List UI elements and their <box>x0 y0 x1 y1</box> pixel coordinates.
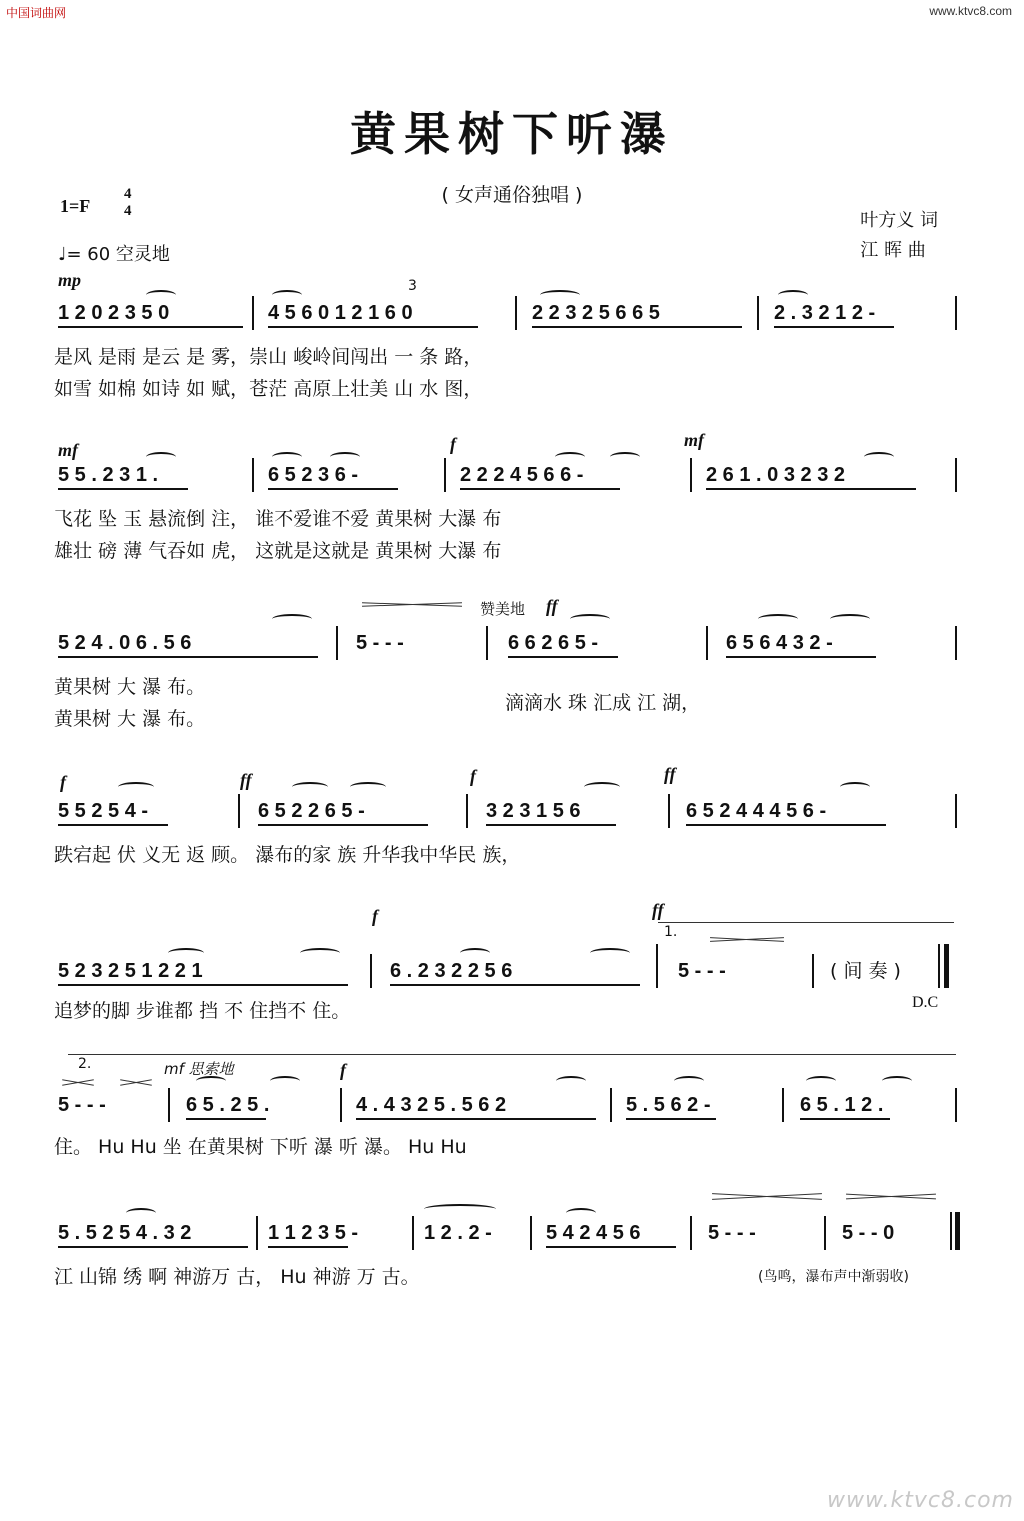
volta-label: 2. <box>78 1056 92 1072</box>
measure-notes: 5 - - - <box>708 1222 756 1244</box>
dynamic-mark: mf <box>58 440 78 460</box>
measure-notes: 4 . 4 3 2 5 . 5 6 2 <box>356 1094 507 1116</box>
underline <box>774 326 894 328</box>
underline <box>268 326 478 328</box>
song-subtitle: ( 女声通俗独唱 ) <box>441 184 583 206</box>
barline <box>336 626 338 660</box>
underline <box>58 824 168 826</box>
interlude-label: ( 间 奏 ) <box>830 960 901 982</box>
underline <box>58 984 348 986</box>
lyric-line: 江 山锦 绣 啊 神游万 古， Hu 神游 万 古。 <box>54 1266 420 1288</box>
barline <box>706 626 708 660</box>
time-signature <box>124 186 132 220</box>
slur <box>778 290 808 300</box>
barline <box>466 794 468 828</box>
slur <box>330 452 360 462</box>
underline <box>800 1118 890 1120</box>
slur <box>806 1076 836 1086</box>
slur <box>272 290 302 300</box>
slur <box>424 1204 496 1214</box>
barline <box>955 626 957 660</box>
measure-notes: 3 2 3 1 5 6 <box>486 800 581 822</box>
barline <box>252 296 254 330</box>
dynamic-mark: f <box>60 772 66 792</box>
slur <box>882 1076 912 1086</box>
time-signature-bottom: 4 <box>124 203 132 219</box>
barline <box>955 794 957 828</box>
measure-notes: 2 2 2 4 5 6 6 - <box>460 464 584 486</box>
barline <box>824 1216 826 1250</box>
measure-notes: 5 5 . 2 3 1 . <box>58 464 159 486</box>
measure-notes: 1 2 0 2 3 5 0 <box>58 302 170 324</box>
ending-note: (鸟鸣，瀑布声中渐弱收) <box>758 1269 909 1285</box>
underline <box>460 488 620 490</box>
lyric-line: 跌宕起 伏 义无 返 顾。 瀑布的家 族 升华我中华民 族， <box>54 844 521 866</box>
underline <box>390 984 640 986</box>
barline <box>782 1088 784 1122</box>
lyric-line: 住。 Hu Hu 坐 在黄果树 下听 瀑 听 瀑。 Hu Hu <box>54 1136 467 1158</box>
underline <box>268 1246 348 1248</box>
dynamic-mark: ff <box>652 900 664 920</box>
barline <box>668 794 670 828</box>
dynamic-mark: mf <box>684 430 704 450</box>
barline <box>955 296 957 330</box>
slur <box>126 1208 156 1218</box>
slur <box>292 782 328 792</box>
measure-notes: 5 . 5 2 5 4 . 3 2 <box>58 1222 192 1244</box>
slur <box>540 290 580 300</box>
underline <box>258 824 428 826</box>
song-title: 黄果树下听瀑 <box>350 107 674 161</box>
underline <box>726 656 876 658</box>
lyric-line: 黄果树 大 瀑 布。 <box>54 676 206 698</box>
lyricist: 叶方义 词 <box>860 210 938 231</box>
slur <box>460 948 490 958</box>
barline <box>955 458 957 492</box>
volta-label: 1. <box>664 924 678 940</box>
underline <box>486 824 616 826</box>
barline <box>486 626 488 660</box>
measure-notes: 5 4 2 4 5 6 <box>546 1222 641 1244</box>
barline <box>168 1088 170 1122</box>
measure-notes: 1 1 2 3 5 - <box>268 1222 359 1244</box>
barline <box>690 458 692 492</box>
slur <box>350 782 386 792</box>
slur <box>864 452 894 462</box>
slur <box>570 614 610 624</box>
barline <box>757 296 759 330</box>
slur <box>840 782 870 792</box>
key-signature: 1=F <box>60 196 91 216</box>
dynamic-mark: f <box>372 906 378 926</box>
underline <box>532 326 742 328</box>
repeat-barline <box>944 944 949 988</box>
slur <box>830 614 870 624</box>
slur <box>584 782 620 792</box>
expression-mark: mf 思索地 <box>164 1060 234 1078</box>
slur <box>146 452 176 462</box>
measure-notes: 5 - - - <box>678 960 726 982</box>
barline <box>412 1216 414 1250</box>
slur <box>118 782 154 792</box>
lyric-line: 飞花 坠 玉 悬流倒 注， 谁不爱谁不爱 黄果树 大瀑 布 <box>54 508 502 530</box>
measure-notes: 6 6 2 6 5 - <box>508 632 599 654</box>
barline <box>444 458 446 492</box>
barline <box>955 1088 957 1122</box>
measure-notes: 5 - - 0 <box>842 1222 895 1244</box>
dynamic-mark: f <box>470 766 476 786</box>
measure-notes: 6 5 2 4 4 4 5 6 - <box>686 800 827 822</box>
barline <box>238 794 240 828</box>
composer: 江 晖 曲 <box>860 240 926 261</box>
slur <box>272 614 312 624</box>
barline <box>610 1088 612 1122</box>
barline <box>690 1216 692 1250</box>
barline <box>256 1216 258 1250</box>
time-signature-top: 4 <box>124 186 132 202</box>
barline <box>515 296 517 330</box>
barline <box>938 944 940 988</box>
slur <box>270 1076 300 1086</box>
measure-notes: 2 6 1 . 0 3 2 3 2 <box>706 464 845 486</box>
credits <box>860 206 938 266</box>
dynamic-mark: ff <box>240 770 252 790</box>
dynamic-mark: f <box>340 1060 346 1080</box>
measure-notes: 6 5 . 1 2 . <box>800 1094 884 1116</box>
lyric-line: 雄壮 磅 薄 气吞如 虎， 这就是这就是 黄果树 大瀑 布 <box>54 540 502 562</box>
slur <box>556 1076 586 1086</box>
underline <box>356 1118 596 1120</box>
slur <box>300 948 340 958</box>
barline <box>340 1088 342 1122</box>
measure-notes: 6 5 2 2 6 5 - <box>258 800 365 822</box>
lyric-line: 追梦的脚 步谁都 挡 不 住挡不 住。 <box>54 1000 351 1022</box>
measure-notes: 5 . 5 6 2 - <box>626 1094 711 1116</box>
underline <box>58 488 188 490</box>
underline <box>186 1118 266 1120</box>
measure-notes: 5 - - - <box>356 632 404 654</box>
lyric-line: 黄果树 大 瀑 布。 <box>54 708 206 730</box>
barline <box>530 1216 532 1250</box>
watermark: www.ktvc8.com <box>826 1488 1014 1513</box>
slur <box>168 948 204 958</box>
slur <box>555 452 585 462</box>
volta-bracket <box>658 922 954 923</box>
slur <box>758 614 798 624</box>
measure-notes: 6 5 6 4 3 2 - <box>726 632 833 654</box>
slur <box>566 1208 596 1218</box>
volta-bracket <box>68 1054 956 1055</box>
slur <box>196 1076 226 1086</box>
measure-notes: 4 5 6 0 1 2 1 6 0 <box>268 302 413 324</box>
underline <box>58 656 318 658</box>
measure-notes: 2 2 3 2 5 6 6 5 <box>532 302 660 324</box>
measure-notes: 2 . 3 2 1 2 - <box>774 302 876 324</box>
measure-notes: 5 5 2 5 4 - <box>58 800 149 822</box>
underline <box>58 1246 248 1248</box>
underline <box>508 656 618 658</box>
site-name-left: 中国词曲网 <box>6 6 67 20</box>
underline <box>546 1246 676 1248</box>
measure-notes: 1 2 . 2 - <box>424 1222 492 1244</box>
lyric-line: 滴滴水 珠 汇成 江 湖， <box>505 692 701 714</box>
measure-notes: 5 2 3 2 5 1 2 2 1 <box>58 960 203 982</box>
barline <box>656 944 658 988</box>
site-url-right: www.ktvc8.com <box>929 4 1012 18</box>
expression-mark: 赞美地 <box>480 600 526 618</box>
underline <box>268 488 398 490</box>
barline <box>812 954 814 988</box>
slur <box>146 290 176 300</box>
dynamic-mark: f <box>450 434 456 454</box>
lyric-line: 如雪 如棉 如诗 如 赋，苍茫 高原上壮美 山 水 图， <box>54 378 483 400</box>
dynamic-mark: ff <box>546 596 558 616</box>
measure-notes: 5 - - - <box>58 1094 106 1116</box>
da-capo-mark: D.C <box>912 994 939 1011</box>
triplet-mark: 3 <box>408 278 417 294</box>
barline <box>252 458 254 492</box>
dynamic-mark: mp <box>58 270 82 290</box>
measure-notes: 5 2 4 . 0 6 . 5 6 <box>58 632 192 654</box>
measure-notes: 6 . 2 3 2 2 5 6 <box>390 960 513 982</box>
underline <box>626 1118 716 1120</box>
underline <box>686 824 886 826</box>
measure-notes: 6 5 . 2 5 . <box>186 1094 270 1116</box>
dynamic-mark: ff <box>664 764 676 784</box>
final-barline <box>955 1212 960 1250</box>
slur <box>674 1076 704 1086</box>
slur <box>610 452 640 462</box>
measure-notes: 6 5 2 3 6 - <box>268 464 359 486</box>
slur <box>590 948 630 958</box>
lyric-line: 是风 是雨 是云 是 雾，崇山 峻岭间闯出 一 条 路， <box>54 346 483 368</box>
barline <box>950 1212 952 1250</box>
slur <box>272 452 302 462</box>
tempo-marking: ♩= 60 空灵地 <box>58 244 170 265</box>
underline <box>58 326 243 328</box>
barline <box>370 954 372 988</box>
underline <box>706 488 916 490</box>
